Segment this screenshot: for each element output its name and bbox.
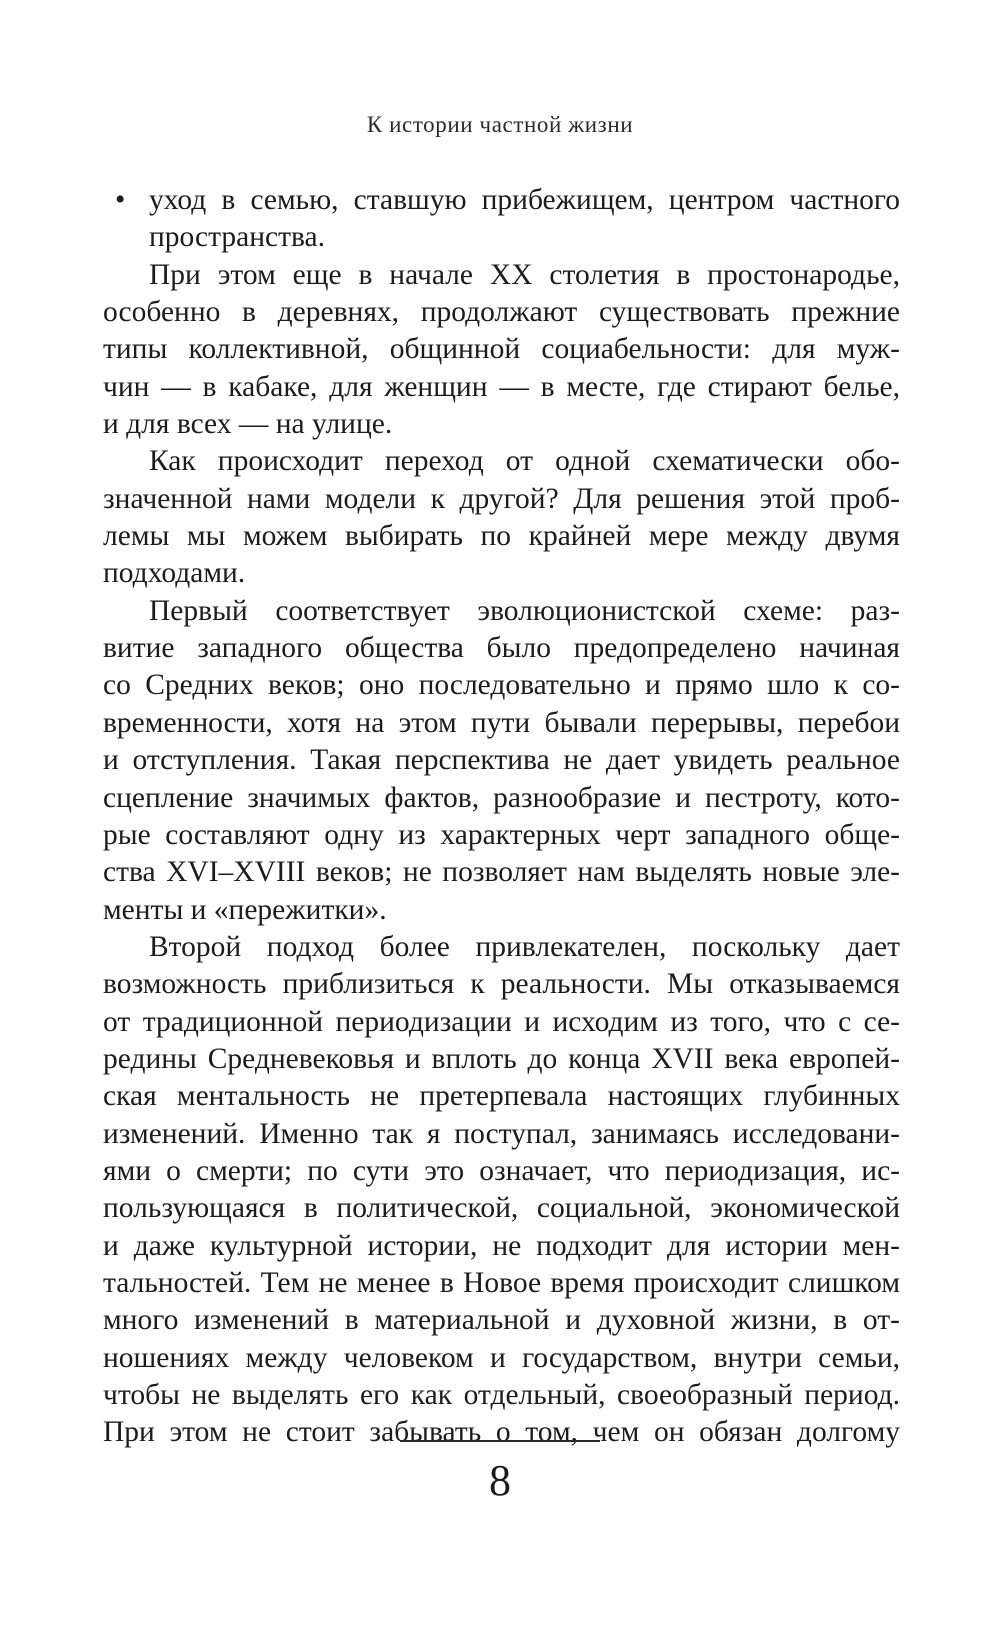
text-line: изменений. Именно так я поступал, занимаясь исследовани- [103, 1117, 900, 1150]
text-line: от традиционной периодизации и исходим из того, что с се- [103, 1005, 900, 1038]
text-line: и для всех — на улице. [103, 408, 393, 441]
page-number: 8 [489, 1456, 511, 1505]
body-text [103, 182, 900, 1452]
text-line: уход в семью, ставшую прибежищем, центром частного [149, 184, 900, 216]
text-line: рые составляют одну из характерных черт западного обще- [103, 818, 900, 851]
text-line: Как происходит переход от одной схематически обо- [149, 445, 900, 478]
text-line: и даже культурной истории, не подходит для истории мен- [103, 1229, 900, 1262]
running-head: К истории частной жизни [366, 112, 634, 137]
text-line: подходами. [103, 557, 246, 590]
text-line: особенно в деревнях, продолжают существовать прежние [103, 296, 900, 329]
bullet-item [103, 182, 900, 257]
text-line: чтобы не выделять его как отдельный, своеобразный период. [103, 1379, 900, 1411]
text-line: Второй подход более привлекателен, поскольку дает [149, 930, 900, 963]
text-line: значенной нами модели к другой? Для решения этой проб- [103, 482, 900, 515]
footer-rule [400, 1440, 600, 1442]
text-line: Первый соответствует эволюционистской схеме: раз- [149, 594, 900, 627]
text-line: лемы мы можем выбирать по крайней мере между двумя [103, 520, 900, 553]
text-line: тальностей. Тем не менее в Новое время происходит слишком [103, 1266, 900, 1299]
bullet-icon: • [115, 184, 126, 216]
text-line: пользующаяся в политической, социальной, экономической [103, 1192, 900, 1225]
text-line: витие западного общества было предопределено начиная [103, 632, 900, 665]
text-line: При этом не стоит забывать о том, чем он обязан долгому [103, 1416, 900, 1449]
paragraph [103, 593, 900, 929]
text-line: ями о смерти; по сути это означает, что периодизация, ис- [103, 1154, 900, 1187]
text-line: много изменений в материальной и духовной жизни, в от- [103, 1304, 900, 1337]
text-line: менты и «пережитки». [103, 893, 387, 926]
text-line: чин — в кабаке, для женщин — в месте, где стирают белье, [103, 370, 900, 403]
text-line: пространства. [149, 221, 325, 254]
text-line: возможность приблизиться к реальности. Мы отказываемся [103, 968, 900, 1001]
text-line: редины Средневековья и вплоть до конца XVII века европей- [103, 1042, 900, 1075]
text-line: ства XVI–XVIII веков; не позволяет нам выделять новые эле- [103, 856, 900, 889]
text-line: типы коллективной, общинной социабельности: для муж- [103, 333, 900, 366]
text-line: со Средних веков; оно последовательно и прямо шло к со- [103, 669, 900, 702]
text-line: сцепление значимых фактов, разнообразие и пестроту, кото- [103, 781, 900, 814]
paragraph [103, 443, 900, 592]
paragraph [103, 257, 900, 444]
text-line: При этом еще в начале XX столетия в простонародье, [149, 258, 900, 291]
text-line: ношениях между человеком и государством, внутри семьи, [103, 1341, 900, 1374]
paragraph [103, 929, 900, 1452]
text-line: ская ментальность не претерпевала настоящих глубинных [103, 1080, 900, 1113]
text-line: и отступления. Такая перспектива не дает увидеть реальное [103, 744, 900, 777]
text-line: временности, хотя на этом пути бывали перерывы, перебои [103, 706, 900, 739]
